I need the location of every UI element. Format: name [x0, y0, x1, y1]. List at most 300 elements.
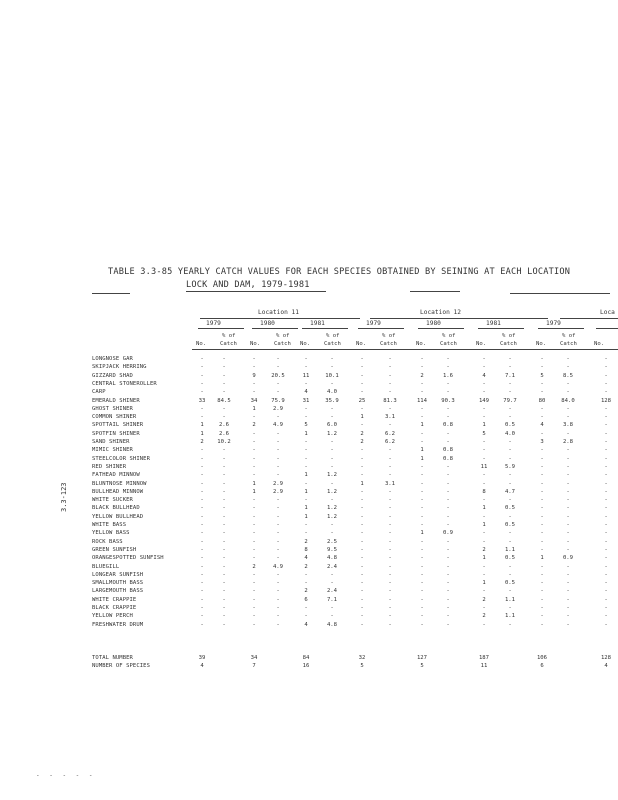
table-cell: -: [222, 588, 226, 595]
table-cell: -: [222, 356, 226, 362]
table-cell: -: [446, 555, 450, 562]
table-cell: -: [388, 364, 392, 371]
pct-column-header-top: % of: [442, 333, 456, 339]
table-cell: 4: [304, 555, 308, 562]
table-cell: -: [304, 530, 308, 537]
table-cell: -: [360, 580, 364, 587]
table-cell: -: [276, 505, 280, 512]
no-column-header: No.: [300, 341, 311, 347]
table-cell: -: [604, 422, 608, 429]
table-cell: 1: [360, 414, 364, 421]
table-cell: 1: [252, 480, 256, 487]
table-cell: -: [604, 472, 608, 479]
table-cell: -: [540, 488, 544, 495]
table-cell: -: [252, 621, 256, 628]
table-cell: -: [566, 571, 570, 578]
table-cell: -: [540, 513, 544, 520]
year-underline: [198, 328, 244, 329]
table-cell: -: [252, 364, 256, 371]
table-cell: -: [540, 480, 544, 487]
table-cell: -: [508, 605, 512, 611]
species-name: YELLOW BASS: [92, 530, 130, 537]
table-cell: -: [540, 430, 544, 437]
table-cell: -: [276, 414, 280, 421]
table-cell: -: [252, 555, 256, 562]
table-cell: -: [222, 405, 226, 412]
table-cell: -: [540, 580, 544, 587]
table-cell: -: [446, 472, 450, 479]
no-column-header: No.: [536, 341, 547, 347]
table-cell: -: [330, 356, 334, 362]
species-name: CENTRAL STONEROLLER: [92, 380, 157, 387]
table-cell: -: [200, 405, 204, 412]
table-cell: -: [222, 497, 226, 504]
table-cell: 8.5: [562, 372, 574, 379]
table-cell: 0.5: [504, 505, 516, 512]
number-of-species-label: NUMBER OF SPECIES: [92, 663, 150, 669]
table-cell: 10.2: [217, 439, 231, 445]
table-cell: -: [540, 364, 544, 371]
table-cell: -: [482, 455, 486, 462]
table-cell: -: [222, 522, 226, 528]
table-cell: -: [222, 480, 226, 487]
table-cell: -: [566, 596, 570, 603]
species-name: LARGEMOUTH BASS: [92, 588, 144, 595]
table-cell: -: [508, 480, 512, 487]
table-cell: 9.5: [326, 546, 338, 553]
table-cell: -: [360, 538, 364, 545]
table-cell: 1.2: [326, 513, 338, 520]
table-cell: 2: [482, 613, 486, 620]
table-cell: -: [252, 571, 256, 578]
table-cell: -: [360, 389, 364, 396]
table-cell: -: [330, 447, 334, 454]
table-cell: -: [446, 505, 450, 512]
table-cell: -: [540, 530, 544, 537]
table-cell: -: [420, 389, 424, 396]
table-cell: -: [446, 563, 450, 570]
table-cell: -: [446, 596, 450, 603]
table-cell: -: [200, 472, 204, 479]
table-cell: -: [420, 480, 424, 487]
table-cell: -: [420, 621, 424, 628]
table-cell: 2: [252, 422, 256, 429]
table-cell: -: [446, 613, 450, 620]
table-cell: -: [446, 488, 450, 495]
table-cell: -: [360, 522, 364, 528]
table-cell: -: [604, 455, 608, 462]
table-cell: -: [446, 588, 450, 595]
table-cell: -: [508, 513, 512, 520]
no-column-header: No.: [250, 341, 261, 347]
table-cell: -: [200, 513, 204, 520]
table-cell: 7.1: [504, 372, 516, 379]
table-cell: 1.2: [326, 488, 338, 495]
table-cell: -: [566, 389, 570, 396]
table-cell: -: [540, 596, 544, 603]
species-name: LONGEAR SUNFISH: [92, 571, 144, 578]
table-cell: -: [482, 472, 486, 479]
table-cell: 1: [420, 530, 424, 537]
table-cell: 1.1: [504, 596, 516, 603]
pct-column-header-top: % of: [276, 333, 290, 339]
table-cell: -: [304, 414, 308, 421]
species-name: FRESHWATER DRUM: [92, 621, 144, 628]
table-cell: -: [360, 563, 364, 570]
table-cell: -: [276, 497, 280, 504]
table-cell: 2.4: [326, 588, 338, 595]
number-of-species-cell: 4: [200, 663, 204, 669]
table-cell: -: [304, 405, 308, 412]
table-cell: -: [200, 538, 204, 545]
table-cell: 4.9: [272, 563, 284, 570]
table-cell: 6.2: [384, 439, 396, 445]
total-number-cell: 128: [600, 655, 612, 661]
year-header: 1981: [310, 320, 325, 327]
table-cell: -: [604, 563, 608, 570]
table-cell: -: [604, 480, 608, 487]
table-cell: -: [360, 356, 364, 362]
table-cell: 2.4: [326, 563, 338, 570]
table-cell: -: [360, 372, 364, 379]
table-cell: -: [222, 613, 226, 620]
table-cell: -: [200, 488, 204, 495]
table-cell: -: [604, 621, 608, 628]
table-cell: 1: [420, 422, 424, 429]
table-cell: -: [508, 530, 512, 537]
table-cell: -: [276, 588, 280, 595]
total-number-label: TOTAL NUMBER: [92, 655, 133, 661]
table-cell: 4: [304, 389, 308, 396]
species-name: RED SHINER: [92, 463, 127, 470]
no-column-header: No.: [356, 341, 367, 347]
table-cell: 5.9: [504, 463, 516, 470]
table-cell: -: [388, 472, 392, 479]
year-header: 1979: [206, 320, 221, 327]
table-cell: -: [222, 463, 226, 470]
table-cell: -: [360, 455, 364, 462]
table-cell: -: [222, 380, 226, 387]
species-name: BULLHEAD MINNOW: [92, 488, 144, 495]
table-cell: -: [566, 563, 570, 570]
table-cell: -: [566, 414, 570, 421]
table-cell: 4.8: [326, 621, 338, 628]
table-cell: -: [446, 580, 450, 587]
species-name: SMALLMOUTH BASS: [92, 580, 144, 587]
table-cell: -: [604, 522, 608, 528]
total-number-cell: 84: [302, 655, 310, 661]
table-cell: -: [360, 621, 364, 628]
table-cell: -: [330, 497, 334, 504]
table-cell: 4.9: [272, 422, 284, 429]
table-cell: -: [482, 480, 486, 487]
table-cell: -: [566, 480, 570, 487]
species-name: FATHEAD MINNOW: [92, 472, 140, 479]
table-cell: -: [566, 497, 570, 504]
table-cell: -: [360, 605, 364, 611]
table-cell: -: [508, 563, 512, 570]
table-cell: -: [540, 522, 544, 528]
table-cell: -: [222, 530, 226, 537]
table-cell: 5: [540, 372, 544, 379]
table-cell: -: [540, 538, 544, 545]
table-cell: 33: [198, 397, 206, 404]
table-cell: -: [330, 530, 334, 537]
table-cell: -: [566, 505, 570, 512]
table-cell: -: [482, 621, 486, 628]
table-cell: -: [482, 571, 486, 578]
table-cell: 0.8: [442, 455, 454, 462]
table-cell: -: [540, 546, 544, 553]
table-cell: -: [388, 447, 392, 454]
table-cell: 1: [420, 455, 424, 462]
table-cell: -: [420, 439, 424, 445]
table-cell: -: [360, 513, 364, 520]
table-cell: -: [508, 380, 512, 387]
table-cell: -: [566, 364, 570, 371]
table-cell: -: [252, 596, 256, 603]
table-cell: -: [222, 505, 226, 512]
table-cell: -: [566, 455, 570, 462]
table-cell: 1: [304, 505, 308, 512]
table-cell: -: [446, 380, 450, 387]
table-cell: -: [604, 613, 608, 620]
table-cell: -: [388, 571, 392, 578]
table-cell: -: [276, 546, 280, 553]
table-cell: -: [508, 455, 512, 462]
table-cell: 1: [304, 430, 308, 437]
table-cell: -: [252, 505, 256, 512]
table-cell: -: [360, 530, 364, 537]
table-cell: 0.9: [442, 530, 454, 537]
table-cell: -: [446, 538, 450, 545]
table-cell: 2: [482, 546, 486, 553]
table-cell: -: [200, 522, 204, 528]
table-cell: 0.5: [504, 555, 516, 562]
table-cell: -: [604, 546, 608, 553]
table-cell: 1: [304, 488, 308, 495]
table-cell: -: [252, 580, 256, 587]
table-cell: -: [604, 605, 608, 611]
table-cell: -: [566, 605, 570, 611]
year-underline: [358, 328, 404, 329]
year-header: 1980: [260, 320, 275, 327]
species-name: YELLOW PERCH: [92, 613, 133, 620]
table-cell: 8: [482, 488, 486, 495]
table-cell: -: [604, 538, 608, 545]
table-cell: -: [276, 356, 280, 362]
table-cell: -: [252, 463, 256, 470]
table-cell: -: [420, 505, 424, 512]
table-cell: -: [446, 497, 450, 504]
table-cell: -: [482, 414, 486, 421]
table-cell: -: [540, 472, 544, 479]
table-cell: 2.8: [562, 439, 574, 445]
table-cell: 2: [304, 538, 308, 545]
table-cell: 2.6: [218, 422, 230, 429]
table-cell: -: [304, 356, 308, 362]
table-cell: -: [222, 605, 226, 611]
table-cell: -: [276, 555, 280, 562]
table-cell: -: [482, 530, 486, 537]
table-cell: 1: [360, 480, 364, 487]
header-bottom-rule: [192, 349, 618, 350]
table-cell: 7.1: [326, 596, 338, 603]
table-cell: -: [222, 472, 226, 479]
pct-column-header-bottom: Catch: [220, 341, 237, 347]
number-of-species-cell: 7: [252, 663, 256, 669]
table-cell: -: [276, 389, 280, 396]
table-cell: 149: [478, 397, 490, 404]
table-cell: -: [360, 405, 364, 412]
table-cell: -: [222, 538, 226, 545]
table-cell: 2: [420, 372, 424, 379]
table-cell: -: [222, 447, 226, 454]
table-cell: -: [388, 538, 392, 545]
table-cell: -: [604, 555, 608, 562]
table-cell: -: [566, 463, 570, 470]
table-cell: 2: [360, 430, 364, 437]
table-cell: 1: [304, 472, 308, 479]
table-cell: 2.6: [218, 430, 230, 437]
table-cell: -: [566, 380, 570, 387]
table-cell: -: [540, 563, 544, 570]
table-cell: -: [420, 588, 424, 595]
table-cell: -: [252, 605, 256, 611]
number-of-species-cell: 11: [480, 663, 488, 669]
table-cell: -: [446, 522, 450, 528]
table-cell: -: [252, 613, 256, 620]
table-cell: -: [330, 455, 334, 462]
table-cell: -: [252, 513, 256, 520]
table-cell: -: [540, 414, 544, 421]
table-cell: -: [304, 580, 308, 587]
table-cell: -: [388, 488, 392, 495]
table-cell: -: [388, 405, 392, 412]
table-cell: -: [360, 546, 364, 553]
table-cell: -: [482, 513, 486, 520]
table-cell: -: [604, 380, 608, 387]
table-cell: -: [222, 455, 226, 462]
table-cell: -: [200, 621, 204, 628]
table-cell: -: [222, 621, 226, 628]
table-cell: -: [482, 364, 486, 371]
table-cell: -: [420, 414, 424, 421]
table-cell: -: [604, 430, 608, 437]
table-cell: 128: [600, 397, 612, 404]
species-name: ROCK BASS: [92, 538, 123, 545]
table-cell: -: [508, 621, 512, 628]
table-cell: 1: [252, 488, 256, 495]
table-cell: -: [330, 605, 334, 611]
table-cell: -: [508, 538, 512, 545]
table-cell: -: [304, 364, 308, 371]
year-underline: [302, 328, 348, 329]
table-cell: -: [276, 472, 280, 479]
table-cell: -: [276, 430, 280, 437]
table-cell: -: [222, 488, 226, 495]
table-cell: -: [330, 580, 334, 587]
table-cell: 0.5: [504, 522, 516, 528]
table-cell: 1.6: [442, 372, 454, 379]
table-cell: 11: [302, 372, 310, 379]
species-name: BLACK CRAPPIE: [92, 605, 137, 611]
table-cell: -: [446, 571, 450, 578]
table-cell: -: [304, 522, 308, 528]
table-cell: -: [446, 621, 450, 628]
table-cell: -: [388, 455, 392, 462]
table-cell: 1: [482, 505, 486, 512]
pct-column-header-bottom: Catch: [440, 341, 457, 347]
table-cell: -: [388, 621, 392, 628]
table-cell: -: [200, 497, 204, 504]
table-cell: -: [276, 621, 280, 628]
table-cell: 10.1: [325, 372, 339, 379]
table-cell: -: [604, 389, 608, 396]
table-cell: -: [330, 405, 334, 412]
location-13-label: Loca: [600, 309, 615, 316]
species-name: ORANGESPOTTED SUNFISH: [92, 555, 164, 562]
table-cell: -: [482, 356, 486, 362]
table-cell: -: [508, 364, 512, 371]
table-cell: -: [304, 455, 308, 462]
table-cell: -: [508, 571, 512, 578]
table-cell: -: [446, 439, 450, 445]
table-cell: -: [446, 389, 450, 396]
table-cell: -: [420, 472, 424, 479]
table-cell: -: [420, 488, 424, 495]
table-cell: 2: [304, 588, 308, 595]
table-cell: -: [200, 605, 204, 611]
table-cell: 5: [304, 422, 308, 429]
table-cell: -: [446, 480, 450, 487]
table-cell: -: [604, 414, 608, 421]
table-cell: -: [304, 571, 308, 578]
table-cell: -: [276, 605, 280, 611]
table-cell: -: [604, 439, 608, 445]
table-cell: -: [222, 414, 226, 421]
location-rule-13: [560, 318, 618, 319]
table-cell: -: [200, 596, 204, 603]
table-cell: -: [604, 497, 608, 504]
table-cell: -: [420, 546, 424, 553]
number-of-species-cell: 6: [540, 663, 544, 669]
pct-column-header-bottom: Catch: [500, 341, 517, 347]
table-cell: 4.7: [504, 488, 516, 495]
location-11-label: Location 11: [258, 309, 299, 316]
table-cell: -: [388, 530, 392, 537]
table-cell: -: [540, 505, 544, 512]
table-cell: -: [388, 422, 392, 429]
species-name: WHITE SUCKER: [92, 497, 133, 504]
table-cell: -: [200, 447, 204, 454]
table-cell: -: [200, 364, 204, 371]
species-name: SAND SHINER: [92, 439, 130, 445]
table-cell: 1: [482, 522, 486, 528]
table-cell: -: [222, 571, 226, 578]
table-cell: -: [482, 605, 486, 611]
table-cell: -: [508, 356, 512, 362]
species-name: WHITE CRAPPIE: [92, 596, 137, 603]
table-cell: -: [420, 430, 424, 437]
table-cell: 6.0: [326, 422, 338, 429]
title-underline-right: [510, 293, 610, 294]
table-cell: -: [276, 580, 280, 587]
table-cell: -: [388, 605, 392, 611]
table-cell: -: [566, 513, 570, 520]
species-name: YELLOW BULLHEAD: [92, 513, 144, 520]
year-header: 1979: [546, 320, 561, 327]
